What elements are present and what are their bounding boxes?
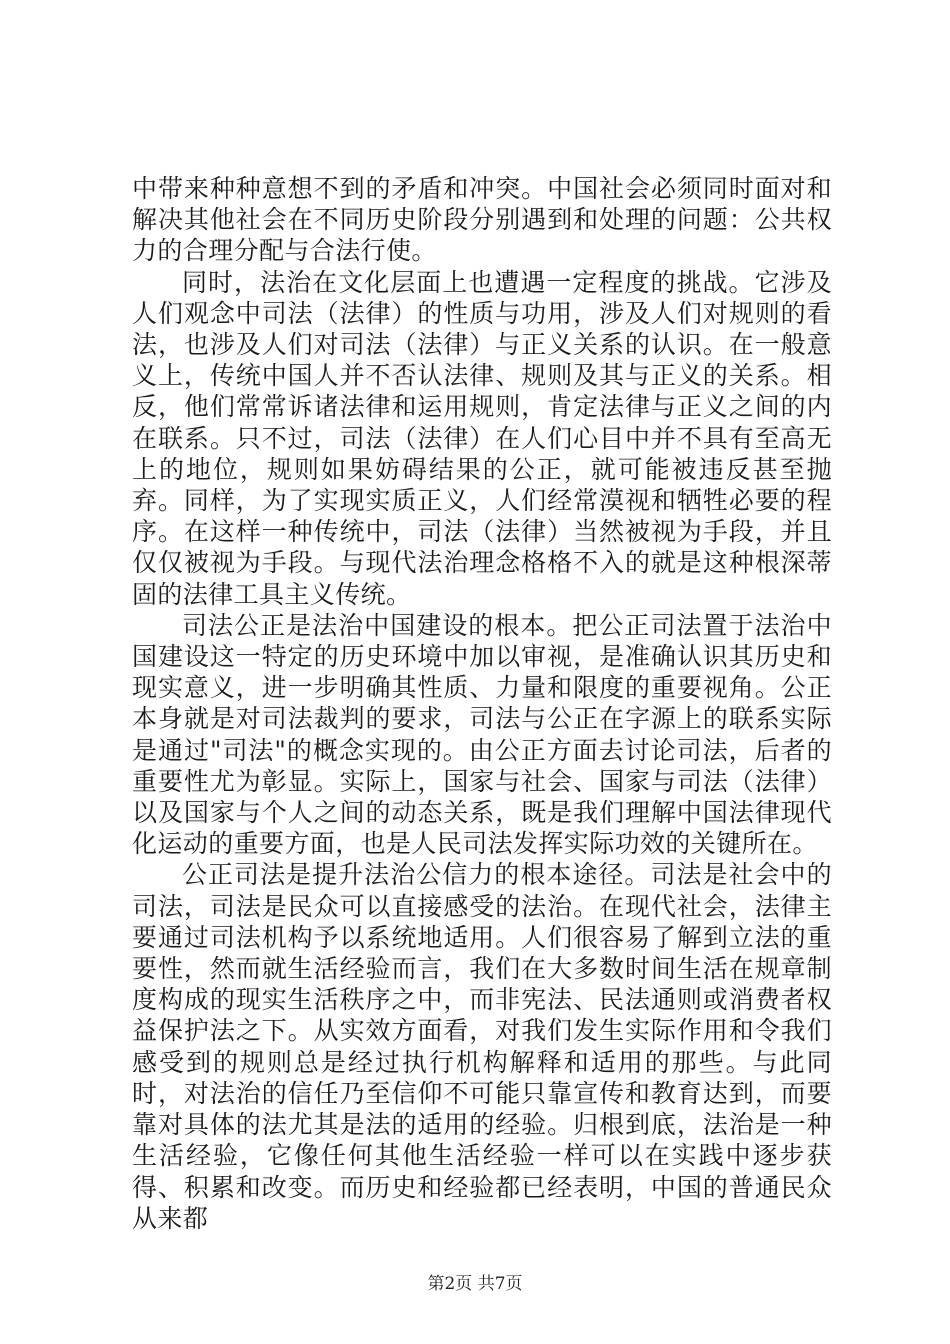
paragraph-continued: 中带来种种意想不到的矛盾和冲突。中国社会必须同时面对和解决其他社会在不同历史阶段分别遇到和处理的问题：公共权力的合理分配与合法行使。: [132, 174, 832, 266]
body-text: [132, 173, 832, 1234]
page-number-footer: 第2页 共7页: [427, 1274, 523, 1294]
paragraph-culture-challenge: 同时，法治在文化层面上也遭遇一定程度的挑战。它涉及人们观念中司法（法律）的性质与功用，涉及人们对规则的看法，也涉及人们对司法（法律）与正义关系的认识。在一般意义上，传统中国人并不否认法律、规则及其与正义的关系。相反，他们常常诉诸法律和运用规则，肯定法律与正义之间的内在联系。只不过，司法（法律）在人们心目中并不具有至高无上的地位，规则如果妨碍结果的公正，就可能被违反甚至抛弃。同样，为了实现实质正义，人们经常漠视和牺牲必要的程序。在这样一种传统中，司法（法律）当然被视为手段，并且仅仅被视为手段。与现代法治理念格格不入的就是这种根深蒂固的法律工具主义传统。: [132, 267, 832, 609]
paragraph-credibility: 公正司法是提升法治公信力的根本途径。司法是社会中的司法，司法是民众可以直接感受的法治。在现代社会，法律主要通过司法机构予以系统地适用。人们很容易了解到立法的重要性，然而就生活经验而言，我们在大多数时间生活在规章制度构成的现实生活秩序之中，而非宪法、民法通则或消费者权益保护法之下。从实效方面看，对我们发生实际作用和令我们感受到的规则总是经过执行机构解释和适用的那些。与此同时，对法治的信任乃至信仰不可能只靠宣传和教育达到，而要靠对具体的法尤其是法的适用的经验。归根到底，法治是一种生活经验，它像任何其他生活经验一样可以在实践中逐步获得、积累和改变。而历史和经验都已经表明，中国的普通民众从来都: [132, 860, 832, 1233]
paragraph-judicial-fairness: 司法公正是法治中国建设的根本。把公正司法置于法治中国建设这一特定的历史环境中加以审视，是准确认识其历史和现实意义，进一步明确其性质、力量和限度的重要视角。公正本身就是对司法裁判的要求，司法与公正在字源上的联系实际是通过"司法"的概念实现的。由公正方面去讨论司法，后者的重要性尤为彰显。实际上，国家与社会、国家与司法（法律）以及国家与个人之间的动态关系，既是我们理解中国法律现代化运动的重要方面，也是人民司法发挥实际功效的关键所在。: [132, 610, 832, 859]
